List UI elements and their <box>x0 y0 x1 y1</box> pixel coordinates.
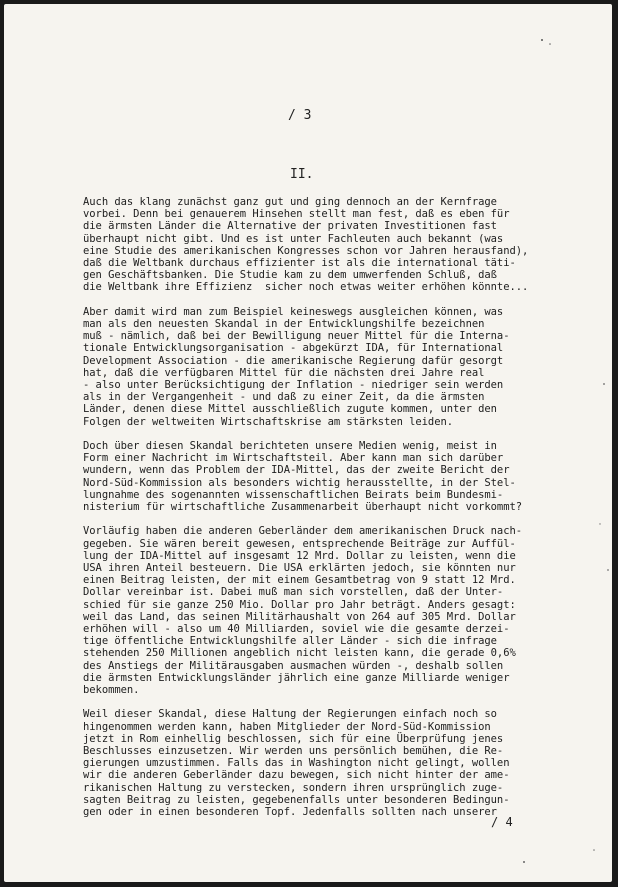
text-line: als in der Vergangenheit - und daß zu einer Zeit, da die ärmsten <box>83 391 485 404</box>
paragraph <box>83 306 583 428</box>
text-line: - also unter Berücksichtigung der Inflation - niedriger sein werden <box>83 379 504 392</box>
text-line: wundern, wenn das Problem der IDA-Mittel, das der zweite Bericht der <box>83 464 510 477</box>
text-line: des Anstiegs der Militärausgaben ausmachen würden -, deshalb sollen <box>83 659 504 672</box>
text-line: Dollar vereinbar ist. Dabei muß man sich vorstellen, daß der Unter- <box>83 586 504 599</box>
text-line: Development Association - die amerikanische Regierung dafür gesorgt <box>83 354 504 367</box>
paragraph <box>83 708 583 818</box>
paragraph <box>83 525 583 696</box>
text-line: jetzt in Rom einhellig beschlossen, sich für eine Überprüfung jenes <box>83 732 504 745</box>
paragraph <box>83 196 583 294</box>
text-line: Auch das klang zunächst ganz gut und ging dennoch an der Kernfrage <box>83 196 497 208</box>
bottom-page-number: / 4 <box>491 815 513 829</box>
text-line: gen Geschäftsbanken. Die Studie kam zu dem umwerfenden Schluß, daß <box>83 269 497 282</box>
text-line: daß die Weltbank durchaus effizienter ist als die international täti- <box>83 257 516 270</box>
text-line: nisterium für wirtschaftliche Zusammenarbeit überhaupt nicht vorkommt? <box>83 501 523 514</box>
text-line: die ärmsten Entwicklungsländer jährlich eine ganze Milliarde weniger <box>83 671 510 684</box>
text-line: bekommen. <box>83 684 140 697</box>
text-line: schied für sie ganze 250 Mio. Dollar pro Jahr beträgt. Anders gesagt: <box>83 598 516 611</box>
text-line: eine Studie des amerikanischen Kongresses schon vor Jahren herausfand), <box>83 244 529 257</box>
text-line: die ärmsten Länder die Alternative der privaten Investitionen fast <box>83 220 497 233</box>
document-page <box>4 4 612 882</box>
paragraph <box>83 440 583 513</box>
text-line: sagten Beitrag zu leisten, gegebenenfalls unter besonderen Bedingun- <box>83 793 510 806</box>
text-line: rikanischen Haltung zu verstecken, sondern ihren ursprünglich zuge- <box>83 781 504 794</box>
text-line: USA ihren Anteil besteuern. Die USA erklärten jedoch, sie könnten nur <box>83 562 516 575</box>
text-line: muß - nämlich, daß bei der Bewilligung neuer Mittel für die Interna- <box>83 330 510 343</box>
text-line: gen oder in einen besonderen Topf. Jedenfalls sollten nach unserer <box>83 806 497 819</box>
text-line: Vorläufig haben die anderen Geberländer dem amerikanischen Druck nach- <box>83 525 523 538</box>
top-page-number: / 3 <box>288 108 312 123</box>
text-line: gegeben. Sie wären bereit gewesen, entsprechende Beiträge zur Auffül- <box>83 537 516 550</box>
text-line: man als den neuesten Skandal in der Entwicklungshilfe bezeichnen <box>83 318 485 331</box>
text-line: tige öffentliche Entwicklungshilfe aller Länder - sich die infrage <box>83 635 497 648</box>
text-line: hingenommen werden kann, haben Mitglieder der Nord-Süd-Kommission <box>83 720 491 733</box>
text-line: einen Beitrag leisten, der mit einem Gesamtbetrag von 9 statt 12 Mrd. <box>83 574 516 587</box>
text-line: die Weltbank ihre Effizienz sicher noch etwas weiter erhöhen könnte... <box>83 281 529 294</box>
text-line: weil das Land, das seinen Militärhaushalt von 264 auf 305 Mrd. Dollar <box>83 610 516 623</box>
text-line: überhaupt nicht gibt. Und es ist unter Fachleuten auch bekannt (was <box>83 232 504 245</box>
text-line: Doch über diesen Skandal berichteten unsere Medien wenig, meist in <box>83 440 497 453</box>
text-line: wir die anderen Geberländer dazu bewegen, sich nicht hinter der ame- <box>83 769 510 782</box>
text-line: Aber damit wird man zum Beispiel keineswegs ausgleichen können, was <box>83 305 504 318</box>
text-line: lungnahme des sogenannten wissenschaftlichen Beirats beim Bundesmi- <box>83 488 504 501</box>
text-line: Folgen der weltweiten Wirtschaftskrise am stärksten leiden. <box>83 415 454 428</box>
section-heading: II. <box>290 167 314 182</box>
text-line: gierungen umzustimmen. Falls das in Washington nicht gelingt, wollen <box>83 757 510 770</box>
text-line: tionale Entwicklungsorganisation - abgekürzt IDA, für International <box>83 342 504 355</box>
text-line: lung der IDA-Mittel auf insgesamt 12 Mrd. Dollar zu leisten, wenn die <box>83 549 516 562</box>
text-line: vorbei. Denn bei genauerem Hinsehen stellt man fest, daß es eben für <box>83 208 510 221</box>
text-line: hat, daß die verfügbaren Mittel für die nächsten drei Jahre real <box>83 366 485 379</box>
text-line: Nord-Süd-Kommission als besonders wichtig herausstellte, in der Stel- <box>83 476 516 489</box>
text-line: erhöhen will - also um 40 Milliarden, soviel wie die gesamte derzei- <box>83 623 510 636</box>
text-line: Weil dieser Skandal, diese Haltung der Regierungen einfach noch so <box>83 708 497 721</box>
text-line: Form einer Nachricht im Wirtschaftsteil. Aber kann man sich darüber <box>83 452 504 465</box>
body-text <box>83 196 583 830</box>
text-line: stehenden 250 Millionen angeblich nicht leisten kann, die gerade 0,6% <box>83 647 516 660</box>
text-line: Länder, denen diese Mittel ausschließlich zugute kommen, unter den <box>83 403 497 416</box>
text-line: Beschlusses einzusetzen. Wir werden uns persönlich bemühen, die Re- <box>83 745 504 758</box>
